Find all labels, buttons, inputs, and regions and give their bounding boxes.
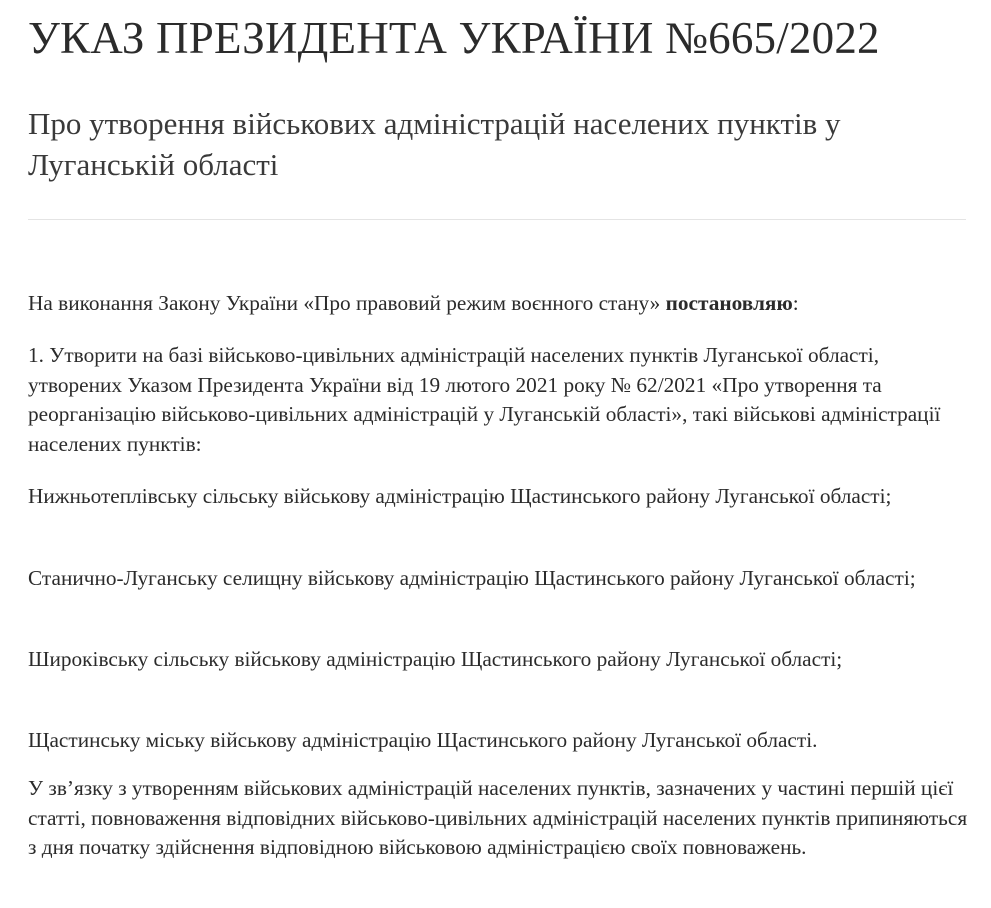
administration-item: Станично-Луганську селищну військову адміністрацію Щастинського району Луганської області; [28,566,916,590]
administration-item: Широківську сільську військову адміністрацію Щастинського району Луганської області; [28,647,843,671]
item-1-paragraph: 1. Утворити на базі військово-цивільних адміністрацій населених пунктів Луганської області, утворених Указом Президента України від 19 лютого 2021 року № 62/2021 «Про утворення та реорганізацію військово-цивільних адміністрацій у Луганській області», такі військові адміністрації населених пунктів: [28,343,941,456]
administration-item: Щастинську міську військову адміністрацію Щастинського району Луганської області. [28,728,818,752]
intro-text: На виконання Закону України «Про правовий режим воєнного стану» [28,291,666,315]
final-paragraph: У зв’язку з утворенням військових адміністрацій населених пунктів, зазначених у частині першій цієї статті, повноваження відповідних військово-цивільних адміністрацій населених пунктів припиняються з дня початку здійснення відповідною військовою адміністрацією своїх повноважень. [28,776,968,859]
header-divider [28,219,966,220]
decree-title: УКАЗ ПРЕЗИДЕНТА УКРАЇНИ №665/2022 [28,13,880,63]
administration-item: Нижньотеплівську сільську військову адміністрацію Щастинського району Луганської області; [28,484,892,508]
intro-keyword: постановляю [665,291,793,315]
intro-suffix: : [792,291,799,315]
decree-subtitle: Про утворення військових адміністрацій населених пунктів у Луганській області [28,106,841,182]
intro-paragraph [28,289,973,319]
